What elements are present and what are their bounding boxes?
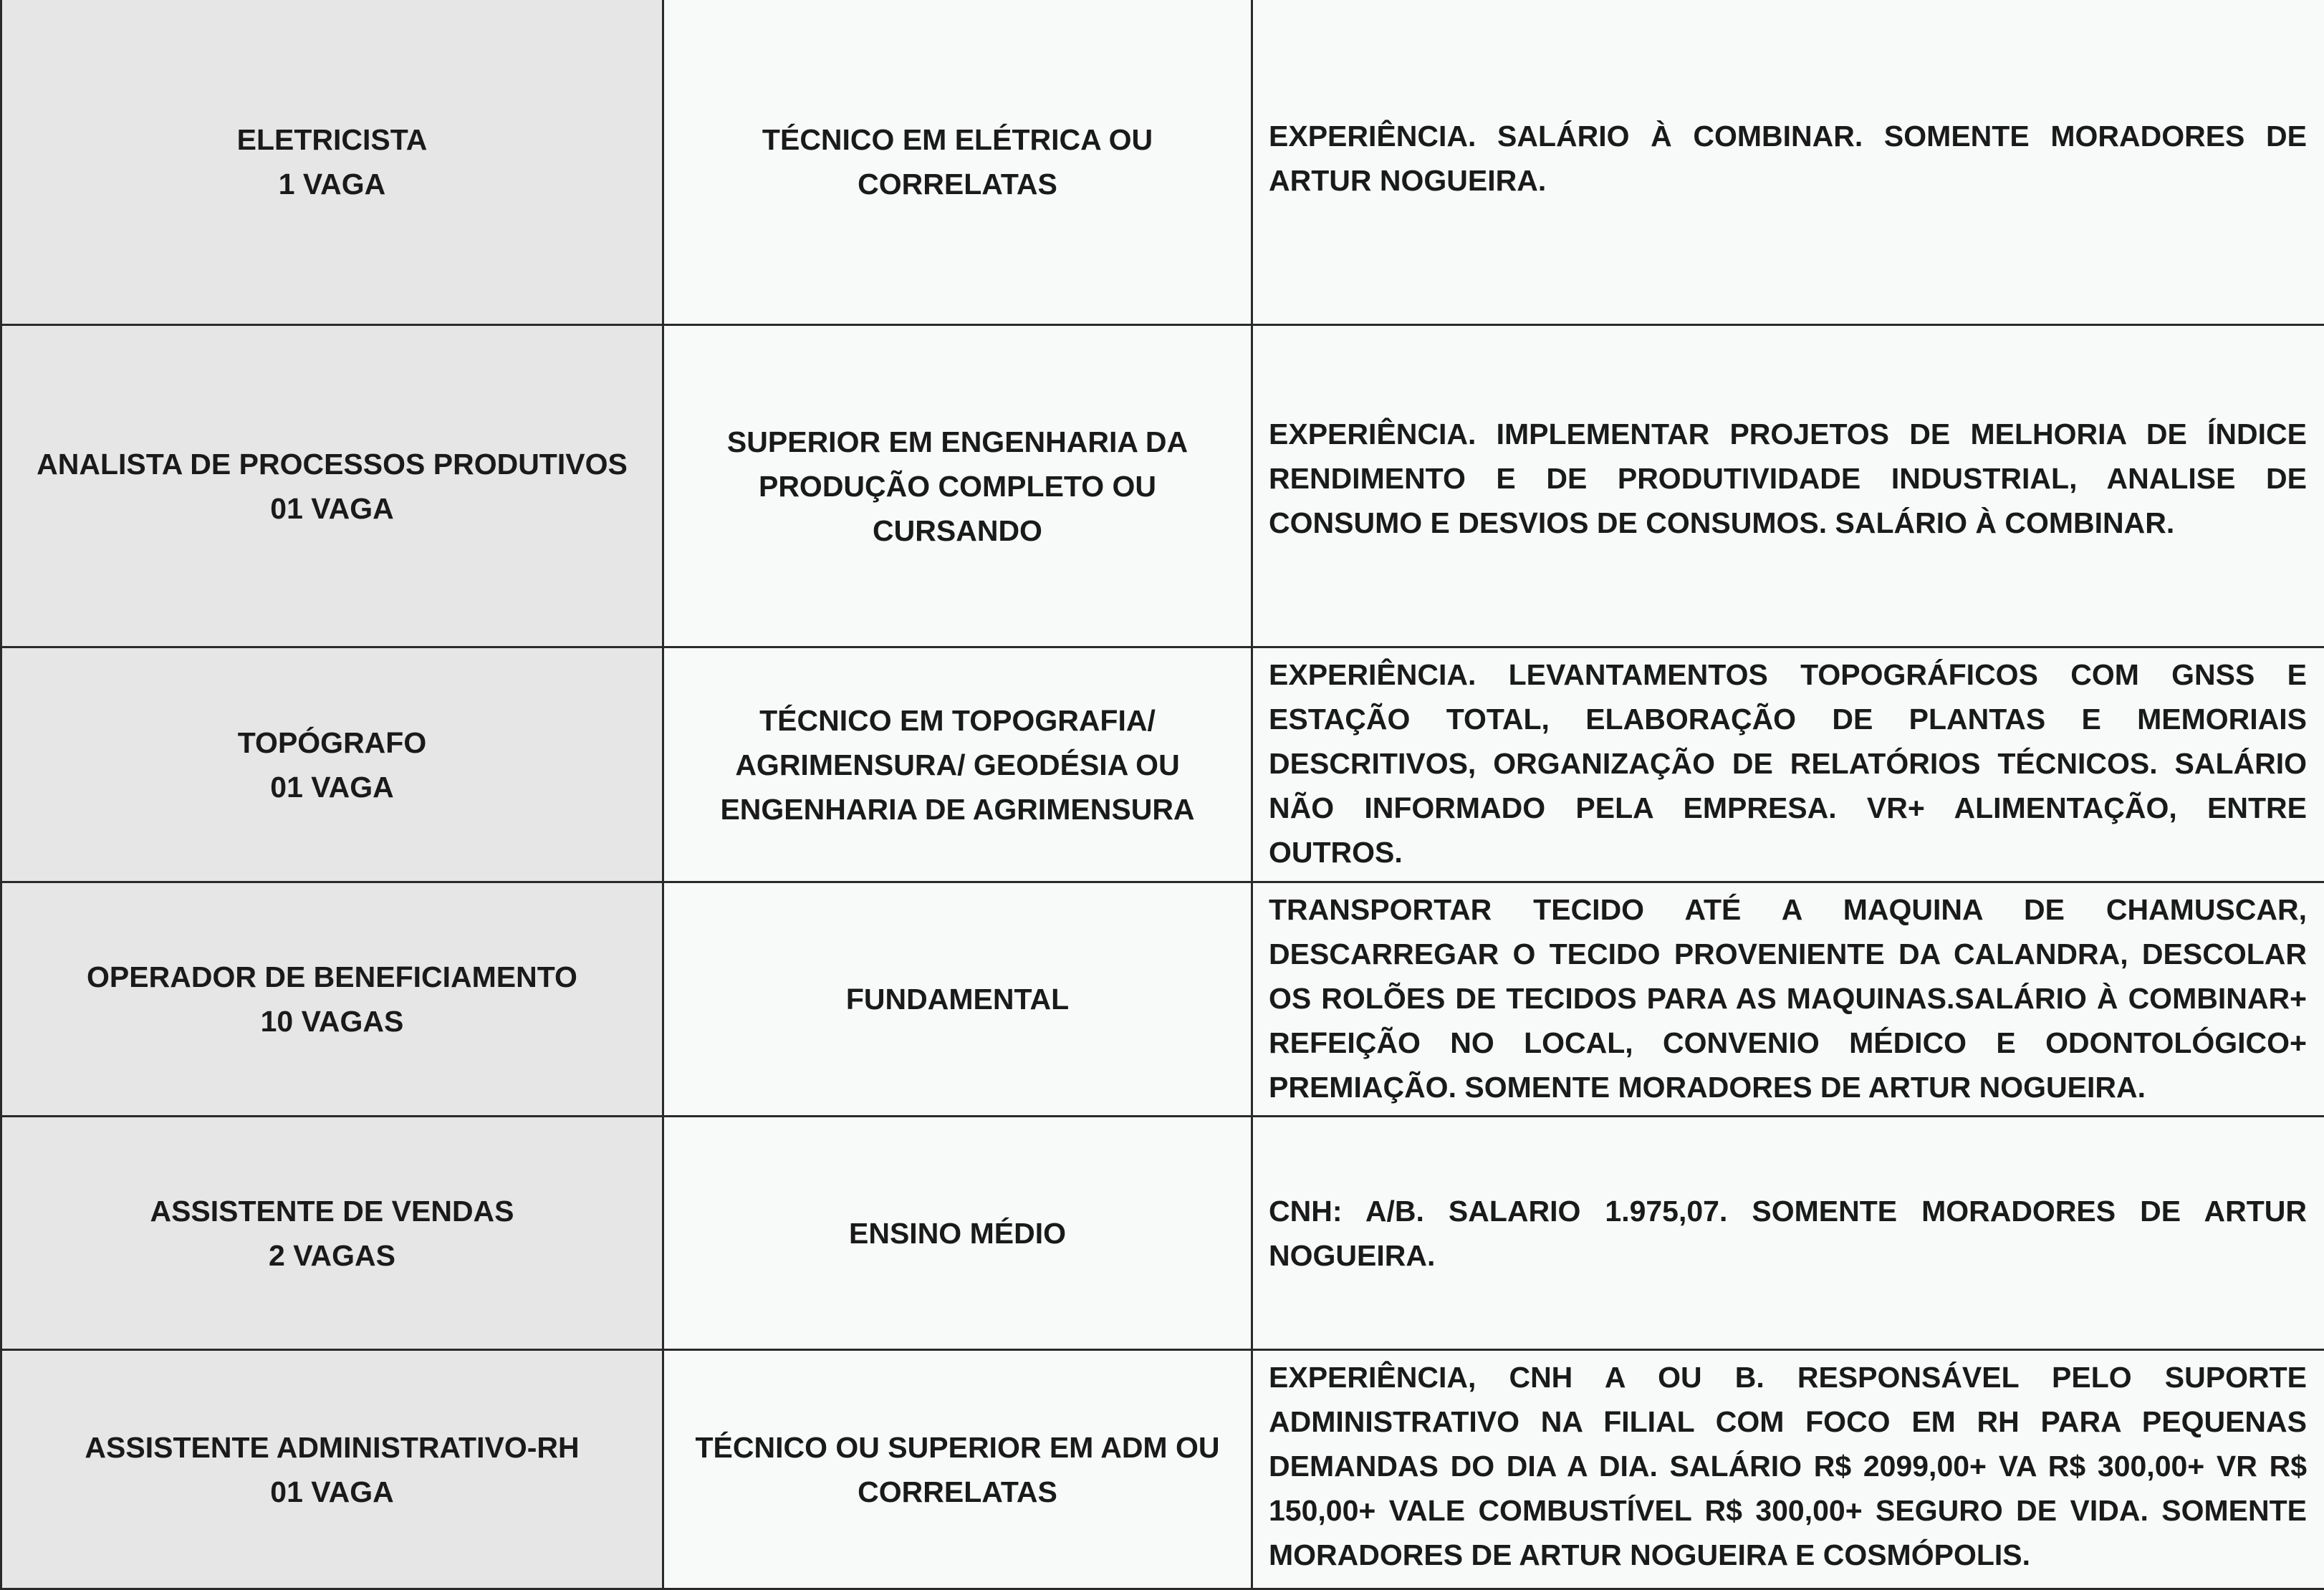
job-title-cell [1, 1117, 663, 1350]
table-row [1, 1350, 2324, 1589]
job-title-cell [1, 882, 663, 1117]
job-details: EXPERIÊNCIA. SALÁRIO À COMBINAR. SOMENTE MORADORES DE ARTUR NOGUEIRA. [1252, 0, 2324, 325]
education-requirement: SUPERIOR EM ENGENHARIA DA PRODUÇÃO COMPLETO OU CURSANDO [663, 325, 1252, 647]
vacancy-count: 01 VAGA [2, 486, 662, 531]
job-details: CNH: A/B. SALARIO 1.975,07. SOMENTE MORADORES DE ARTUR NOGUEIRA. [1252, 1117, 2324, 1350]
vacancy-count: 2 VAGAS [2, 1233, 662, 1278]
job-title: ASSISTENTE DE VENDAS [2, 1189, 662, 1233]
job-details: EXPERIÊNCIA. IMPLEMENTAR PROJETOS DE MELHORIA DE ÍNDICE RENDIMENTO E DE PRODUTIVIDADE INDUSTRIAL, ANALISE DE CONSUMO E DESVIOS DE CONSUMOS. SALÁRIO À COMBINAR. [1252, 325, 2324, 647]
vacancy-count: 01 VAGA [2, 765, 662, 809]
job-title: ASSISTENTE ADMINISTRATIVO-RH [2, 1425, 662, 1470]
job-title-cell [1, 1350, 663, 1589]
job-title: OPERADOR DE BENEFICIAMENTO [2, 955, 662, 999]
table-row [1, 647, 2324, 882]
job-title-cell [1, 325, 663, 647]
job-details: TRANSPORTAR TECIDO ATÉ A MAQUINA DE CHAMUSCAR, DESCARREGAR O TECIDO PROVENIENTE DA CALANDRA, DESCOLAR OS ROLÕES DE TECIDOS PARA AS MAQUINAS.SALÁRIO À COMBINAR+ REFEIÇÃO NO LOCAL, CONVENIO MÉDICO E ODONTOLÓGICO+ PREMIAÇÃO. SOMENTE MORADORES DE ARTUR NOGUEIRA. [1252, 882, 2324, 1117]
job-title: ELETRICISTA [2, 117, 662, 162]
job-details: EXPERIÊNCIA, CNH A OU B. RESPONSÁVEL PELO SUPORTE ADMINISTRATIVO NA FILIAL COM FOCO EM RH PARA PEQUENAS DEMANDAS DO DIA A DIA. SALÁRIO R$ 2099,00+ VA R$ 300,00+ VR R$ 150,00+ VALE COMBUSTÍVEL R$ 300,00+ SEGURO DE VIDA. SOMENTE MORADORES DE ARTUR NOGUEIRA E COSMÓPOLIS. [1252, 1350, 2324, 1589]
education-requirement: TÉCNICO OU SUPERIOR EM ADM OU CORRELATAS [663, 1350, 1252, 1589]
vacancy-count: 01 VAGA [2, 1470, 662, 1514]
job-title-cell [1, 647, 663, 882]
job-title-cell [1, 0, 663, 325]
table-row [1, 0, 2324, 325]
education-requirement: FUNDAMENTAL [663, 882, 1252, 1117]
education-requirement: TÉCNICO EM ELÉTRICA OU CORRELATAS [663, 0, 1252, 325]
table-row [1, 882, 2324, 1117]
vacancy-count: 10 VAGAS [2, 999, 662, 1044]
job-details: EXPERIÊNCIA. LEVANTAMENTOS TOPOGRÁFICOS COM GNSS E ESTAÇÃO TOTAL, ELABORAÇÃO DE PLANTAS E MEMORIAIS DESCRITIVOS, ORGANIZAÇÃO DE RELATÓRIOS TÉCNICOS. SALÁRIO NÃO INFORMADO PELA EMPRESA. VR+ ALIMENTAÇÃO, ENTRE OUTROS. [1252, 647, 2324, 882]
job-title: TOPÓGRAFO [2, 721, 662, 765]
education-requirement: TÉCNICO EM TOPOGRAFIA/ AGRIMENSURA/ GEODÉSIA OU ENGENHARIA DE AGRIMENSURA [663, 647, 1252, 882]
vacancy-count: 1 VAGA [2, 162, 662, 206]
education-requirement: ENSINO MÉDIO [663, 1117, 1252, 1350]
job-title: ANALISTA DE PROCESSOS PRODUTIVOS [2, 442, 662, 486]
table-row [1, 1117, 2324, 1350]
table-row [1, 325, 2324, 647]
